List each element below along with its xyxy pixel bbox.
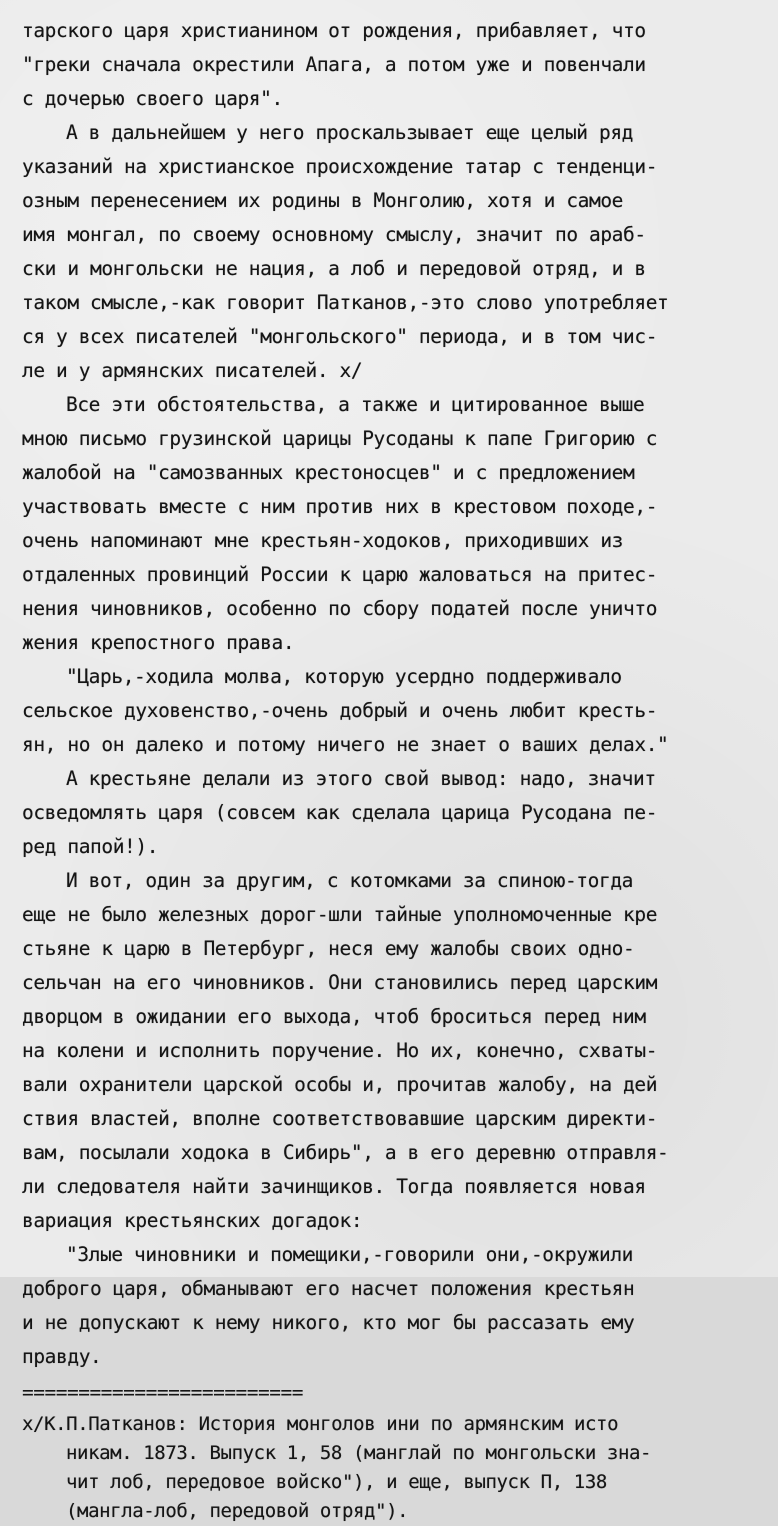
text-line: вали охранители царской особы и, прочитав жалобу, на дей xyxy=(22,1073,658,1096)
text-line: имя монгал, по своему основному смыслу, значит по араб- xyxy=(22,223,646,246)
text-line: "Злые чиновники и помещики,-говорили они,-окружили xyxy=(66,1243,633,1266)
text-line: ски и монгольски не нация, а лоб и передовой отряд, и в xyxy=(22,257,646,280)
text-line: и не допускают к нему никого, кто мог бы рассазать ему xyxy=(22,1311,635,1334)
footnote-line: x/К.П.Патканов: История монголов ини по армянским исто xyxy=(22,1413,619,1435)
text-line: участвовать вместе с ним против них в крестовом походе,- xyxy=(22,495,658,518)
text-line: стьяне к царю в Петербург, неся ему жалобы своих одно- xyxy=(22,937,635,960)
text-line: таком смысле,-как говорит Патканов,-это слово употребляет xyxy=(22,291,669,314)
footnote-divider: ========================= xyxy=(22,1381,303,1404)
footnote xyxy=(22,1410,764,1526)
text-line: сельчан на его чиновников. Они становились перед царским xyxy=(22,971,658,994)
text-line: жалобой на "самозванных крестоносцев" и с предложением xyxy=(22,461,635,484)
text-line: вариация крестьянских догадок: xyxy=(22,1209,363,1232)
body-text xyxy=(22,14,764,1374)
text-line: А в дальнейшем у него проскальзывает еще целый ряд xyxy=(66,121,633,144)
text-line: жения крепостного права. xyxy=(22,631,295,654)
text-line: на колени и исполнить поручение. Но их, конечно, схваты- xyxy=(22,1039,658,1062)
text-line: осведомлять царя (совсем как сделала царица Русодана пе- xyxy=(22,801,658,824)
footnote-line: чит лоб, передовое войско"), и еще, выпуск П, 138 xyxy=(66,1471,607,1493)
text-line: И вот, один за другим, с котомками за спиною-тогда xyxy=(66,869,633,892)
footnote-line: никам. 1873. Выпуск 1, 58 (манглай по монгольски зна- xyxy=(66,1442,652,1464)
text-line: с дочерью своего царя". xyxy=(22,87,283,110)
text-line: дворцом в ожидании его выхода, чтоб броситься перед ним xyxy=(22,1005,646,1028)
text-line: доброго царя, обманывают его насчет положения крестьян xyxy=(22,1277,635,1300)
text-line: очень напоминают мне крестьян-ходоков, приходивших из xyxy=(22,529,624,552)
text-line: "греки сначала окрестили Апага, а потом уже и повенчали xyxy=(22,53,646,76)
text-line: ле и у армянских писателей. x/ xyxy=(22,359,363,382)
text-line: вам, посылали ходока в Сибирь", а в его деревню отправля- xyxy=(22,1141,669,1164)
text-line: озным перенесением их родины в Монголию, хотя и самое xyxy=(22,189,624,212)
text-line: ся у всех писателей "монгольского" периода, и в том чис- xyxy=(22,325,658,348)
text-line: ствия властей, вполне соответствовавшие царским директи- xyxy=(22,1107,658,1130)
text-line: "Царь,-ходила молва, которую усердно поддерживало xyxy=(66,665,622,688)
text-line: А крестьяне делали из этого свой вывод: надо, значит xyxy=(66,767,656,790)
text-line: указаний на христианское происхождение татар с тенденци- xyxy=(22,155,658,178)
text-line: правду. xyxy=(22,1345,102,1368)
text-line: ред папой!). xyxy=(22,835,159,858)
text-line: ян, но он далеко и потому ничего не знает о ваших делах." xyxy=(22,733,669,756)
text-line: нения чиновников, особенно по сбору податей после уничто xyxy=(22,597,658,620)
text-line: мною письмо грузинской царицы Русоданы к папе Григорию с xyxy=(22,427,658,450)
text-line: тарского царя христианином от рождения, прибавляет, что xyxy=(22,19,646,42)
text-line: Все эти обстоятельства, а также и цитированное выше xyxy=(66,393,645,416)
text-line: еще не было железных дорог-шли тайные уполномоченные кре xyxy=(22,903,658,926)
text-line: сельское духовенство,-очень добрый и очень любит кресть- xyxy=(22,699,658,722)
text-line: ли следователя найти зачинщиков. Тогда появляется новая xyxy=(22,1175,646,1198)
footnote-line: (мангла-лоб, передовой отряд"). xyxy=(66,1500,409,1522)
text-line: отдаленных провинций России к царю жаловаться на притес- xyxy=(22,563,658,586)
